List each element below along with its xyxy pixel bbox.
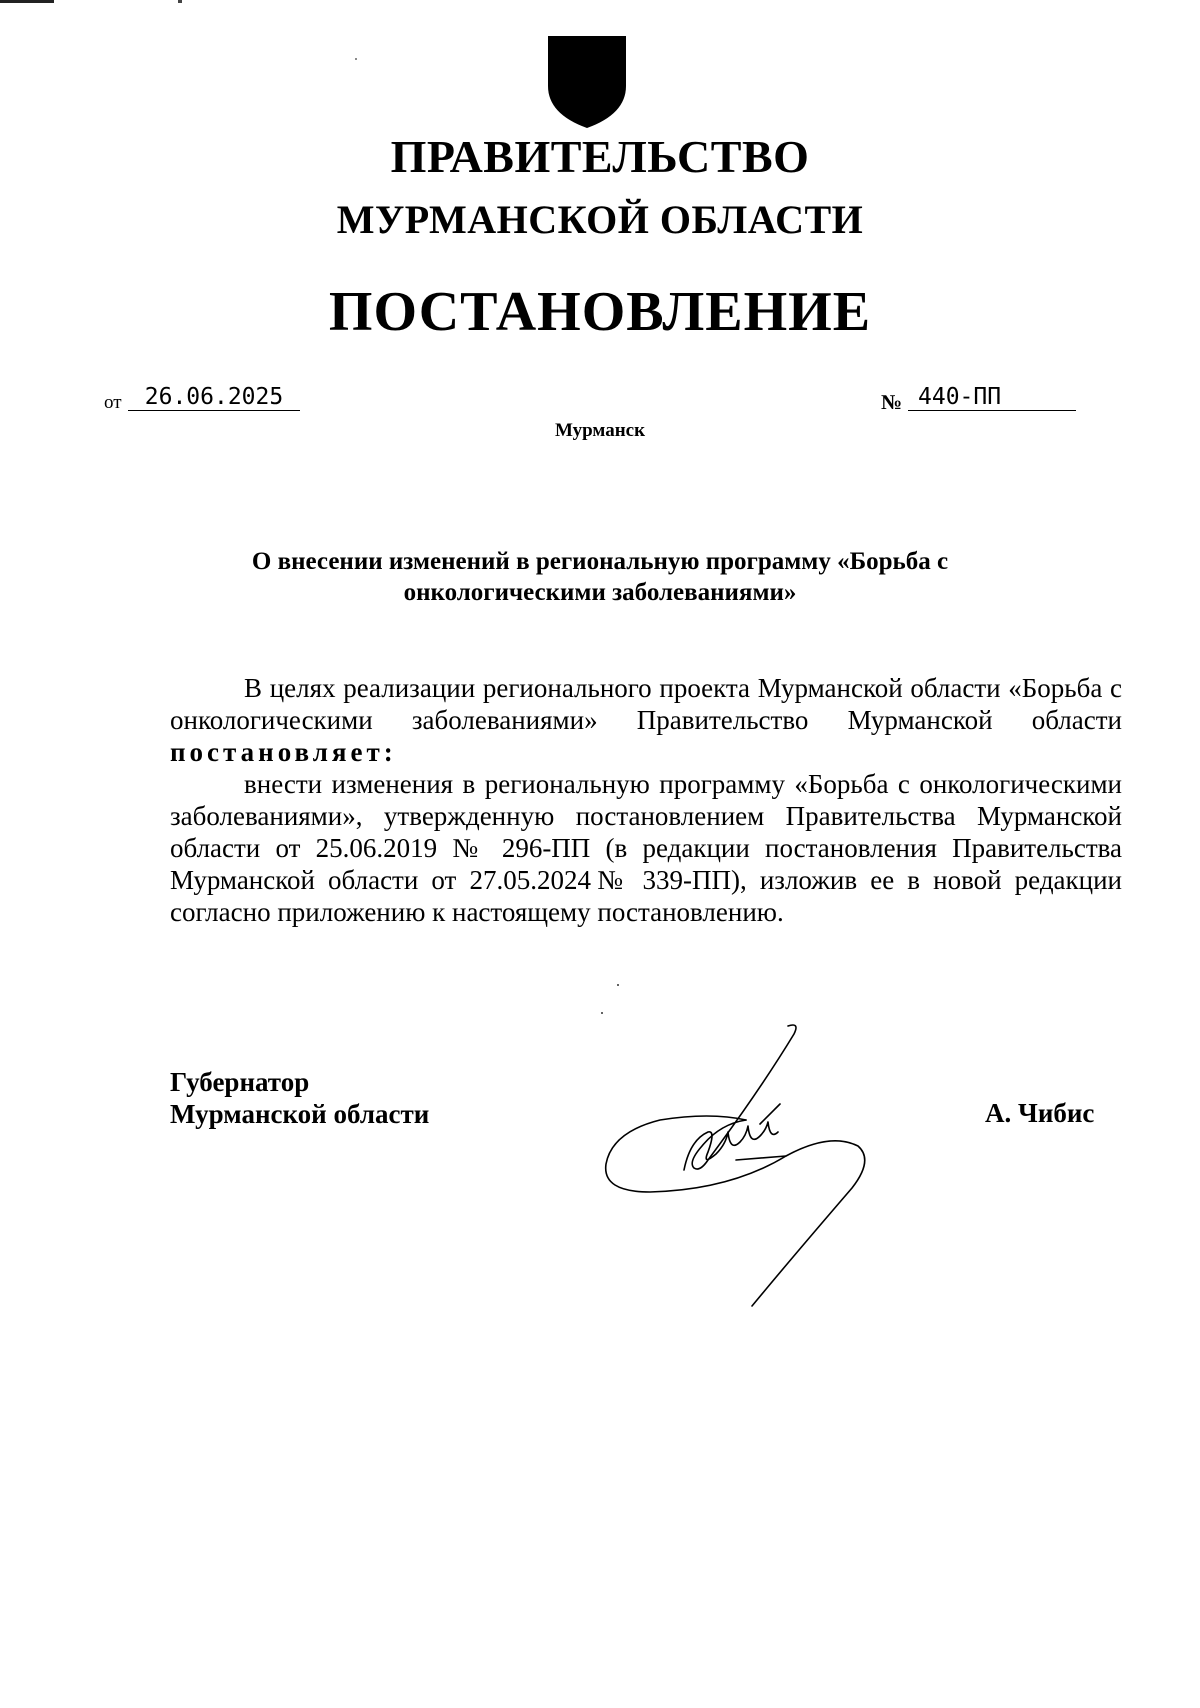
- number-prefix: №: [881, 390, 903, 414]
- document-date: 26.06.2025: [128, 380, 300, 411]
- document-type: ПОСТАНОВЛЕНИЕ: [328, 281, 872, 343]
- scan-speck: [355, 58, 357, 60]
- signer-title: [170, 1066, 429, 1130]
- scan-speck: [601, 1012, 603, 1014]
- body-paragraph-1-text: В целях реализации регионального проекта Мурманской области «Борьба с онкологическими заболеваниями» Правительство Мурманской области: [170, 673, 1122, 735]
- date-prefix: от: [104, 392, 122, 413]
- signer-title-line2: Мурманской области: [170, 1099, 430, 1129]
- scan-artifact: [178, 0, 182, 3]
- scan-speck: [617, 984, 619, 986]
- org-name-line2: МУРМАНСКОЙ ОБЛАСТИ: [336, 197, 864, 242]
- scan-artifact: [0, 0, 54, 3]
- signer-name: А. Чибис: [985, 1098, 1095, 1128]
- org-name-line1: ПРАВИТЕЛЬСТВО: [390, 131, 810, 182]
- body-paragraph-2: внести изменения в региональную программу «Борьба с онкологическими заболеваниями», утвержденную постановлением Правительства Мурманской области от 25.06.2019 № 296-ПП (в редакции постановления Правительства Мурманской области от 27.05.2024№ 339-ПП), изложив ее в новой редакции согласно приложению к настоящему постановлению.: [170, 769, 1122, 927]
- signer-title-line1: Губернатор: [170, 1067, 310, 1097]
- city: Мурманск: [554, 420, 646, 441]
- document-subject: О внесении изменений в региональную программу «Борьба с онкологическими заболеваниями»: [251, 548, 949, 606]
- document-number: 440-ПП: [908, 380, 1076, 411]
- resolve-keyword: постановляет:: [170, 737, 397, 767]
- body-paragraph-1: [170, 672, 1122, 768]
- document-body: [170, 672, 1122, 928]
- handwritten-signature-icon: [590, 1020, 900, 1320]
- coat-of-arms-icon: [544, 34, 630, 130]
